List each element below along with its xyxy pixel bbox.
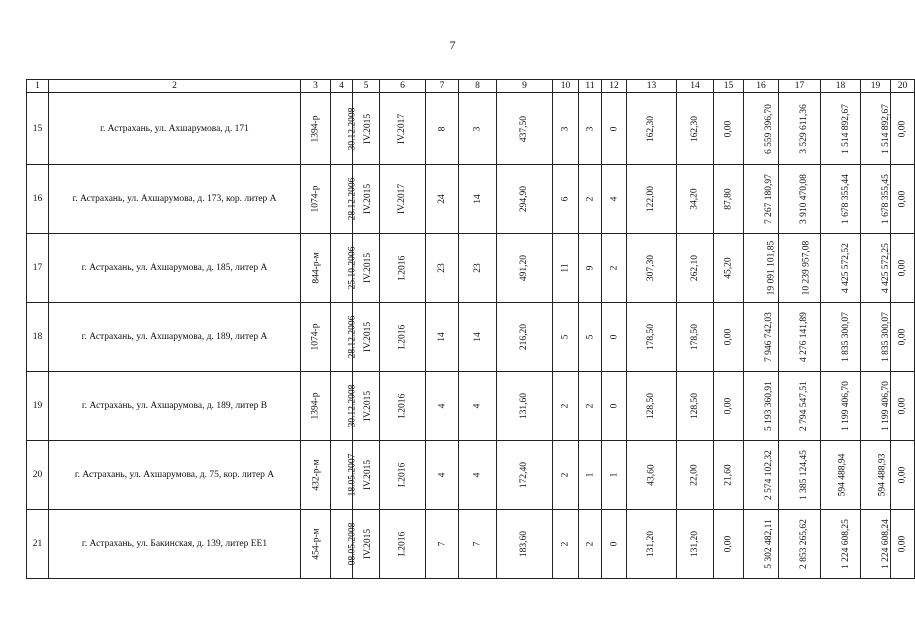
cell-col-14 [677, 441, 714, 510]
cell-value: 23 [437, 263, 447, 273]
register-table [26, 79, 915, 579]
cell-value: 162,30 [690, 115, 700, 142]
cell-col-11 [579, 165, 602, 234]
cell-col-12 [602, 372, 627, 441]
cell-col-17 [779, 372, 821, 441]
address-cell: г. Астрахань, ул. Ахшарумова, д. 189, литер А [49, 303, 301, 372]
table-row [27, 303, 915, 372]
cell-col-12 [602, 234, 627, 303]
column-number-16: 16 [744, 80, 779, 93]
cell-value: 1 514 892,67 [840, 103, 851, 154]
column-number-3: 3 [301, 80, 331, 93]
cell-value: 262,10 [690, 254, 700, 282]
cell-value: 307,30 [646, 254, 657, 282]
cell-value: 0,00 [723, 397, 734, 415]
cell-col-11 [579, 372, 602, 441]
cell-col-19 [861, 441, 891, 510]
column-number-5: 5 [353, 80, 380, 93]
cell-value: IV.2017 [397, 113, 408, 144]
table-row [27, 372, 915, 441]
cell-col-6 [380, 303, 426, 372]
cell-value: 131,20 [646, 530, 657, 558]
cell-col-14 [677, 234, 714, 303]
cell-value: 2 853 265,62 [798, 519, 809, 569]
cell-col-13 [627, 441, 677, 510]
row-number-cell: 15 [27, 93, 49, 165]
column-number-14: 14 [677, 80, 714, 93]
column-number-4: 4 [331, 80, 353, 93]
table-row [27, 93, 915, 165]
cell-col-19 [861, 510, 891, 579]
column-number-20: 20 [891, 80, 915, 93]
row-number-cell: 21 [27, 510, 49, 579]
cell-value: 4 [472, 403, 483, 409]
cell-col-15 [714, 303, 744, 372]
cell-col-18 [821, 234, 861, 303]
cell-col-11 [579, 441, 602, 510]
cell-col-10 [553, 93, 579, 165]
cell-col-10 [553, 510, 579, 579]
cell-col-12 [602, 510, 627, 579]
cell-col-15 [714, 510, 744, 579]
cell-value: 87,80 [723, 188, 734, 210]
cell-value: I.2016 [397, 324, 408, 350]
cell-value: 14 [437, 332, 447, 342]
column-number-11: 11 [579, 80, 602, 93]
cell-value: 2 [585, 541, 595, 547]
cell-col-11 [579, 510, 602, 579]
cell-value: 14 [472, 332, 483, 342]
cell-col-14 [677, 165, 714, 234]
column-number-10: 10 [553, 80, 579, 93]
cell-value: 5 193 360,91 [763, 381, 774, 431]
cell-col-17 [779, 93, 821, 165]
cell-col-13 [627, 510, 677, 579]
cell-value: 4 [472, 472, 483, 478]
cell-value: 1074-р [310, 323, 321, 351]
cell-col-18 [821, 441, 861, 510]
cell-value: 1 385 124,45 [798, 450, 809, 500]
column-number-15: 15 [714, 80, 744, 93]
cell-col-15 [714, 372, 744, 441]
cell-value: 7 946 742,03 [763, 312, 774, 362]
cell-col-19 [861, 93, 891, 165]
cell-value: 0,00 [897, 120, 908, 137]
cell-col-6 [380, 441, 426, 510]
cell-value: IV.2017 [397, 183, 408, 215]
cell-value: 5 [585, 334, 595, 340]
row-number-cell: 18 [27, 303, 49, 372]
cell-col-18 [821, 303, 861, 372]
cell-value: 2 [560, 541, 571, 547]
cell-col-9 [497, 372, 553, 441]
cell-value: 23 [472, 263, 483, 273]
cell-col-6 [380, 93, 426, 165]
cell-value: 6 559 396,70 [763, 103, 774, 154]
page-number: 7 [449, 38, 456, 52]
cell-col-4 [331, 165, 358, 234]
cell-col-7 [426, 372, 459, 441]
cell-col-8 [459, 165, 497, 234]
cell-col-18 [821, 93, 861, 165]
cell-value: 0,00 [723, 535, 734, 553]
cell-value: 216,20 [519, 323, 530, 351]
cell-col-10 [553, 441, 579, 510]
cell-value: 45,20 [723, 257, 734, 279]
cell-value: IV.2015 [363, 321, 374, 353]
cell-value: 2 [585, 196, 595, 202]
cell-value: 0,00 [897, 190, 908, 208]
cell-value: 0,00 [897, 328, 908, 346]
cell-col-15 [714, 441, 744, 510]
address-cell: г. Астрахань, ул. Ахшарумова, д. 185, литер А [49, 234, 301, 303]
cell-value: 183,60 [519, 530, 530, 558]
cell-value: 18.05.2007 [347, 453, 358, 497]
column-number-7: 7 [426, 80, 459, 93]
cell-value: 2 [560, 403, 571, 409]
cell-col-13 [627, 234, 677, 303]
cell-value: 437,50 [519, 115, 530, 142]
cell-col-7 [426, 441, 459, 510]
cell-col-18 [821, 372, 861, 441]
cell-col-9 [497, 165, 553, 234]
cell-col-12 [602, 93, 627, 165]
cell-col-17 [779, 441, 821, 510]
cell-col-11 [579, 234, 602, 303]
cell-value: 0,00 [897, 259, 908, 277]
cell-value: 7 [437, 541, 447, 547]
cell-value: I.2016 [397, 255, 408, 281]
cell-col-20 [891, 510, 915, 579]
cell-value: 162,30 [646, 115, 657, 142]
cell-col-13 [627, 372, 677, 441]
row-number-cell: 20 [27, 441, 49, 510]
cell-value: 7 [472, 541, 483, 547]
cell-value: IV.2015 [363, 252, 374, 284]
cell-value: 1 678 355,44 [840, 174, 851, 224]
cell-col-7 [426, 303, 459, 372]
cell-value: 2 574 102,32 [763, 450, 774, 500]
cell-col-19 [861, 303, 891, 372]
cell-col-7 [426, 93, 459, 165]
cell-value: 0,00 [723, 120, 734, 137]
cell-value: 432-р-м [311, 459, 322, 491]
row-number-cell: 19 [27, 372, 49, 441]
cell-col-7 [426, 165, 459, 234]
cell-value: 3 910 470,08 [798, 174, 809, 224]
cell-value: 2 [609, 265, 619, 271]
cell-col-17 [779, 303, 821, 372]
cell-col-14 [677, 510, 714, 579]
cell-col-6 [380, 372, 426, 441]
table-row [27, 165, 915, 234]
cell-value: IV.2015 [363, 183, 374, 215]
cell-value: 3 [560, 126, 571, 131]
cell-value: 131,20 [690, 530, 700, 558]
column-number-2: 2 [49, 80, 301, 93]
cell-value: 594 488,93 [877, 453, 888, 497]
cell-col-16 [744, 303, 779, 372]
cell-col-18 [821, 165, 861, 234]
cell-value: 21,60 [723, 464, 734, 486]
cell-value: 4 425 572,52 [840, 243, 851, 293]
cell-value: IV.2015 [363, 528, 374, 560]
cell-col-4 [331, 303, 358, 372]
cell-col-16 [744, 234, 779, 303]
cell-col-19 [861, 372, 891, 441]
cell-col-8 [459, 441, 497, 510]
cell-value: 0 [609, 334, 619, 340]
column-number-9: 9 [497, 80, 553, 93]
cell-col-3 [301, 510, 331, 579]
cell-col-11 [579, 93, 602, 165]
cell-col-10 [553, 165, 579, 234]
cell-col-14 [677, 93, 714, 165]
cell-col-20 [891, 93, 915, 165]
cell-value: IV.2015 [363, 113, 374, 144]
cell-col-4 [331, 441, 358, 510]
cell-col-4 [331, 510, 358, 579]
column-number-13: 13 [627, 80, 677, 93]
cell-value: 0,00 [897, 535, 908, 553]
column-number-8: 8 [459, 80, 497, 93]
cell-col-16 [744, 510, 779, 579]
cell-col-6 [380, 510, 426, 579]
cell-value: IV.2015 [363, 459, 374, 491]
cell-value: 294,90 [519, 185, 530, 213]
cell-col-3 [301, 165, 331, 234]
cell-col-20 [891, 372, 915, 441]
cell-value: 08.05.2008 [347, 522, 358, 566]
cell-col-6 [380, 234, 426, 303]
row-number-cell: 16 [27, 165, 49, 234]
cell-col-3 [301, 234, 331, 303]
cell-col-3 [301, 93, 331, 165]
cell-value: 30.12.2008 [347, 384, 358, 428]
cell-value: 4 276 141,89 [798, 312, 809, 362]
cell-col-13 [627, 93, 677, 165]
cell-value: 43,60 [646, 464, 657, 486]
cell-col-16 [744, 372, 779, 441]
cell-value: 25.10.2006 [347, 246, 358, 290]
table-row [27, 441, 915, 510]
cell-value: 4 [609, 196, 619, 202]
cell-value: 28.12.2006 [347, 177, 358, 221]
cell-col-14 [677, 372, 714, 441]
address-cell: г. Астрахань, ул. Ахшарумова, д. 75, кор. литер А [49, 441, 301, 510]
cell-col-17 [779, 165, 821, 234]
column-number-1: 1 [27, 80, 49, 93]
cell-col-3 [301, 441, 331, 510]
cell-value: 3 [472, 126, 483, 131]
cell-col-8 [459, 93, 497, 165]
cell-value: 5 302 482,11 [763, 519, 774, 569]
cell-value: 172,40 [519, 461, 530, 489]
cell-value: 6 [560, 196, 571, 202]
cell-value: 122,00 [646, 185, 657, 213]
cell-value: 30.12.2008 [347, 107, 358, 150]
cell-col-8 [459, 510, 497, 579]
cell-value: 1394-р [310, 392, 321, 420]
cell-col-10 [553, 234, 579, 303]
cell-value: 11 [560, 263, 571, 273]
cell-value: 594 488,94 [837, 453, 848, 497]
cell-col-20 [891, 303, 915, 372]
cell-value: 28.12.2006 [347, 315, 358, 359]
cell-col-9 [497, 510, 553, 579]
cell-value: 1 678 355,45 [880, 174, 891, 224]
cell-col-7 [426, 234, 459, 303]
cell-col-20 [891, 441, 915, 510]
cell-col-4 [331, 93, 358, 165]
cell-value: 1 514 892,67 [880, 103, 891, 154]
cell-col-8 [459, 303, 497, 372]
cell-col-6 [380, 165, 426, 234]
cell-value: 1074-р [310, 185, 321, 213]
cell-value: 1 [609, 472, 619, 478]
column-number-18: 18 [821, 80, 861, 93]
cell-value: I.2016 [397, 462, 408, 488]
cell-col-9 [497, 303, 553, 372]
cell-value: 3 529 611,36 [798, 103, 809, 154]
cell-col-16 [744, 93, 779, 165]
cell-value: 1 199 406,70 [880, 381, 891, 431]
cell-value: 0 [609, 126, 619, 131]
cell-col-10 [553, 372, 579, 441]
cell-col-17 [779, 510, 821, 579]
cell-value: 8 [437, 126, 447, 131]
cell-col-12 [602, 441, 627, 510]
cell-value: 5 [560, 334, 571, 340]
cell-col-3 [301, 372, 331, 441]
cell-col-7 [426, 510, 459, 579]
cell-col-13 [627, 303, 677, 372]
cell-value: 1 199 406,70 [840, 381, 851, 431]
address-cell: г. Астрахань, ул. Ахшарумова, д. 171 [49, 93, 301, 165]
cell-value: 844-р-м [311, 252, 322, 284]
table-row [27, 234, 915, 303]
cell-value: 0,00 [897, 466, 908, 484]
cell-col-15 [714, 93, 744, 165]
cell-col-19 [861, 165, 891, 234]
cell-value: 1 224 608,24 [880, 519, 891, 569]
cell-value: 128,50 [646, 392, 657, 420]
cell-value: 4 [437, 403, 447, 409]
cell-value: 7 267 180,97 [763, 174, 774, 224]
cell-value: 14 [472, 194, 483, 204]
cell-col-17 [779, 234, 821, 303]
cell-value: 4 425 572,25 [880, 243, 891, 293]
cell-col-8 [459, 372, 497, 441]
cell-value: 178,50 [646, 323, 657, 351]
cell-value: 0,00 [723, 328, 734, 346]
row-number-cell: 17 [27, 234, 49, 303]
cell-col-18 [821, 510, 861, 579]
cell-value: 22,00 [690, 464, 700, 486]
cell-value: 19 091 101,85 [766, 240, 777, 296]
cell-value: 24 [437, 194, 447, 204]
cell-value: 3 [585, 126, 595, 131]
cell-col-15 [714, 165, 744, 234]
cell-col-4 [331, 372, 358, 441]
cell-col-12 [602, 303, 627, 372]
column-number-19: 19 [861, 80, 891, 93]
cell-col-9 [497, 234, 553, 303]
cell-value: 10 239 957,08 [801, 240, 812, 296]
cell-value: 1 224 608,25 [840, 519, 851, 569]
column-number-17: 17 [779, 80, 821, 93]
cell-col-3 [301, 303, 331, 372]
cell-value: 34,20 [690, 188, 700, 210]
cell-col-9 [497, 441, 553, 510]
cell-value: 9 [585, 265, 595, 271]
address-cell: г. Астрахань, ул. Бакинская, д. 139, литер ЕЕ1 [49, 510, 301, 579]
cell-col-14 [677, 303, 714, 372]
cell-value: 1394-р [310, 115, 321, 142]
cell-value: 0,00 [897, 397, 908, 415]
address-cell: г. Астрахань, ул. Ахшарумова, д. 189, литер В [49, 372, 301, 441]
column-number-6: 6 [380, 80, 426, 93]
cell-col-13 [627, 165, 677, 234]
cell-col-19 [861, 234, 891, 303]
column-number-12: 12 [602, 80, 627, 93]
cell-value: IV.2015 [363, 390, 374, 422]
cell-value: 2 794 547,51 [798, 381, 809, 431]
table-row [27, 510, 915, 579]
cell-value: I.2016 [397, 393, 408, 419]
address-cell: г. Астрахань, ул. Ахшарумова, д. 173, кор. литер А [49, 165, 301, 234]
cell-col-15 [714, 234, 744, 303]
cell-value: 0 [609, 541, 619, 547]
header-row [27, 80, 915, 93]
cell-value: 128,50 [690, 392, 700, 420]
cell-col-9 [497, 93, 553, 165]
cell-value: 2 [560, 472, 571, 478]
cell-col-11 [579, 303, 602, 372]
cell-col-16 [744, 441, 779, 510]
cell-value: 491,20 [519, 254, 530, 282]
cell-value: 0 [609, 403, 619, 409]
cell-col-4 [331, 234, 358, 303]
cell-col-20 [891, 165, 915, 234]
cell-col-16 [744, 165, 779, 234]
cell-value: 1 835 300,07 [840, 312, 851, 362]
cell-value: 1 [585, 472, 595, 478]
cell-value: 131,60 [519, 392, 530, 420]
cell-value: I.2016 [397, 531, 408, 557]
cell-col-10 [553, 303, 579, 372]
cell-value: 2 [585, 403, 595, 409]
cell-value: 454-р-м [311, 528, 322, 560]
cell-col-20 [891, 234, 915, 303]
cell-value: 4 [437, 472, 447, 478]
cell-col-12 [602, 165, 627, 234]
cell-value: 1 835 300,07 [880, 312, 891, 362]
cell-col-8 [459, 234, 497, 303]
cell-value: 178,50 [690, 323, 700, 351]
